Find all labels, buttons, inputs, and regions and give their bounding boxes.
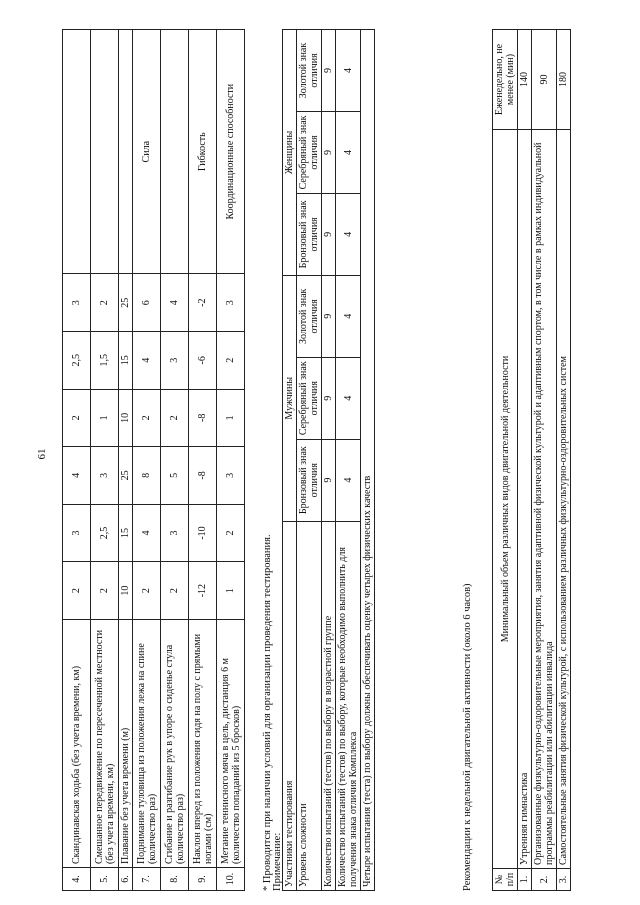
norm-value: 25 [119,274,133,332]
norm-value: 3 [217,274,245,332]
norm-value: 4 [161,274,189,332]
norm-value: 15 [119,331,133,389]
quality-group [63,30,91,274]
norm-value: -2 [189,274,217,332]
test-label: Плавание без учета времени (м) [119,619,133,867]
norm-value: 10 [119,389,133,447]
activity-label: Утренняя гимнастика [518,129,532,868]
norm-value: 2,5 [63,331,91,389]
row-number: 7. [133,868,161,891]
table-row [91,30,119,891]
norm-value: 2 [161,562,189,620]
norm-value: 2 [133,389,161,447]
count-value: 4 [336,193,361,275]
count-value: 4 [336,30,361,112]
quality-group [91,30,119,274]
note-title: Примечание: [272,832,283,891]
activity-header: Минимальный объем различных видов двигательной деятельности [493,129,518,868]
norm-value: 2 [63,562,91,620]
norm-value: 3 [63,504,91,562]
norm-value: 1 [217,389,245,447]
table-row [63,30,91,891]
row-number: 3. [557,869,571,891]
norm-value: 1 [91,389,119,447]
num-header: № п/п [493,869,518,891]
row-number: 9. [189,868,217,891]
table-row [119,30,133,891]
row-number: 2. [532,869,557,891]
row-number: 4. [63,868,91,891]
quality-group: Гибкость [189,30,217,274]
norm-value: 4 [133,331,161,389]
test-label: Смешанное передвижение по пересеченной местности (без учета времени, км) [91,619,119,867]
norm-value: 2 [217,331,245,389]
row-number: 6. [119,868,133,891]
count-value: 9 [322,111,336,193]
norm-value: 2 [91,274,119,332]
quality-group: Сила [133,30,161,274]
weekly-value: 140 [518,30,532,130]
norm-value: -6 [189,331,217,389]
norm-value: 8 [133,447,161,505]
test-label: Сгибание и разгибание рук в упоре о сиденье стула (количество раз) [161,619,189,867]
count-value: 4 [336,111,361,193]
badge-header: Золотой знак отличия [297,275,322,357]
norm-value: 1 [217,562,245,620]
norm-value: 2 [133,562,161,620]
quality-group: Координационные способности [217,30,245,274]
row2-label: Количество испытаний (тестов) по выбору, которые необходимо выполнить для получения знака отличия Комплекса [336,521,361,890]
norm-value: 3 [217,447,245,505]
norm-value: 5 [161,447,189,505]
quality-group [119,30,133,274]
row-number: 10. [217,868,245,891]
norm-value: 1,5 [91,331,119,389]
weekly-header: Еженедельно, не менее (мин) [493,30,518,130]
test-label: Наклон вперед из положения сидя на полу с прямыми ногами (см) [189,619,217,867]
norm-value: 4 [133,504,161,562]
norm-value: 15 [119,504,133,562]
norm-value: 3 [161,504,189,562]
norm-value: -12 [189,562,217,620]
norm-value: 3 [91,447,119,505]
norms-table-continued [62,29,245,891]
norm-value: 2 [63,389,91,447]
table-row [161,30,189,891]
norm-value: 3 [161,331,189,389]
count-value: 9 [322,30,336,112]
badge-header: Серебряный знак отличия [297,111,322,193]
norm-value: 2 [217,504,245,562]
table-row [557,30,571,891]
test-label: Скандинавская ходьба (без учета времени, км) [63,619,91,867]
count-value: 9 [322,275,336,357]
row-number: 8. [161,868,189,891]
row-number: 5. [91,868,119,891]
women-header: Женщины [283,30,297,276]
weekly-value: 90 [532,30,557,130]
row-number: 1. [518,869,532,891]
participants-header: Участники тестирования [283,521,297,890]
table-row [217,30,245,891]
count-value: 9 [322,439,336,521]
table-row [133,30,161,891]
tests-count-table [282,29,375,891]
activity-label: Самостоятельные занятия физической культурой, с использованием различных физкультурно-оздоровительных систем [557,129,571,868]
norm-value: 10 [119,562,133,620]
norm-value: 2 [161,389,189,447]
footnote: * Проводится при наличии условий для организации проведения тестирования. [262,534,273,891]
row3-label: Четыре испытания (теста) по выбору должны обеспечивать оценку четырех физических качеств [361,30,375,891]
norm-value: 25 [119,447,133,505]
count-value: 9 [322,357,336,439]
page-number: 61 [36,448,48,460]
table-row [532,30,557,891]
norm-value: 4 [63,447,91,505]
count-value: 9 [322,193,336,275]
count-value: 4 [336,439,361,521]
badge-header: Бронзовый знак отличия [297,439,322,521]
quality-group [161,30,189,274]
norm-value: 2 [91,562,119,620]
badge-header: Серебряный знак отличия [297,357,322,439]
test-label: Поднимание туловища из положения лежа на спине (количество раз) [133,619,161,867]
badge-header: Золотой знак отличия [297,30,322,112]
activity-label: Организованные физкультурно-оздоровительные мероприятия, занятия адаптивной физической культурой и адаптивным спортом, в том числе в рамках индивидуальной программы реабилитации или абилитации инвалида [532,129,557,868]
norm-value: -10 [189,504,217,562]
table-row [189,30,217,891]
weekly-value: 180 [557,30,571,130]
norm-value: -8 [189,389,217,447]
table-row [518,30,532,891]
level-header: Уровень сложности [297,521,322,890]
test-label: Метание теннисного мяча в цель, дистанция 6 м (количество попаданий из 5 бросков) [217,619,245,867]
norm-value: 3 [63,274,91,332]
norm-value: -8 [189,447,217,505]
badge-header: Бронзовый знак отличия [297,193,322,275]
activity-table [492,29,571,891]
recommendations-title: Рекомендации к недельной двигательной активности (около 6 часов) [462,583,473,891]
row1-label: Количество испытаний (тестов) по выбору в возрастной группе [322,521,336,890]
count-value: 4 [336,357,361,439]
count-value: 4 [336,275,361,357]
norm-value: 2,5 [91,504,119,562]
men-header: Мужчины [283,275,297,521]
norm-value: 6 [133,274,161,332]
